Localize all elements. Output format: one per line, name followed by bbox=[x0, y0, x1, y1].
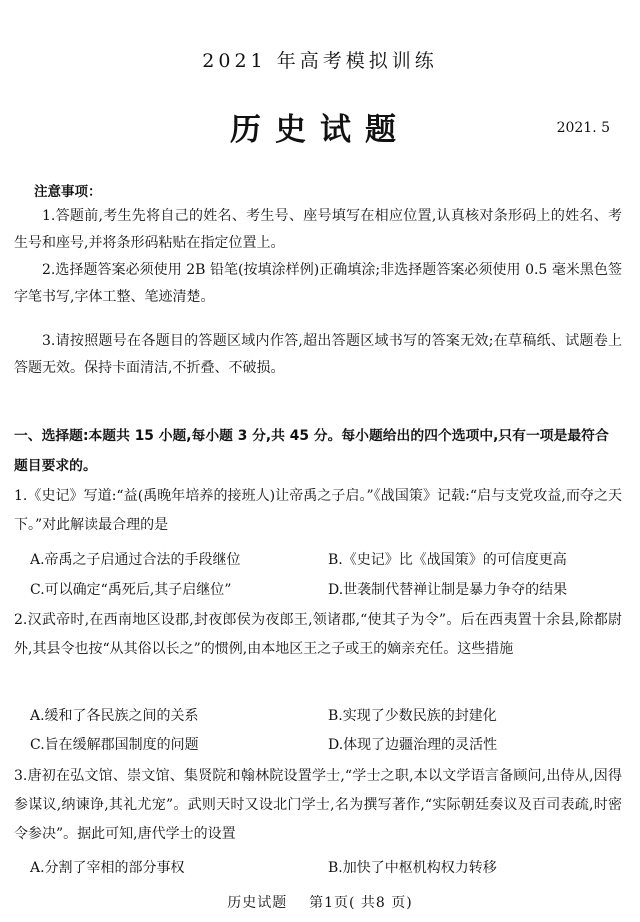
question-2-option-c: C.旨在缓解郡国制度的问题 bbox=[30, 737, 199, 753]
notes-heading: 注意事项： bbox=[34, 184, 102, 200]
question-2-options-row-1 bbox=[30, 702, 622, 730]
question-1-options-row-2 bbox=[30, 576, 622, 604]
question-stem-2: 2.汉武帝时,在西南地区设郡,封夜郎侯为夜郎王,领诸郡,“使其子为令”。后在西夷置十余县,除都尉外,其县令也按“从其俗以长之”的惯例,由本地区王之子或王的嫡亲充任。这些措施 bbox=[14, 612, 622, 657]
question-1-option-a: A.帝禹之子启通过合法的手段继位 bbox=[30, 552, 241, 568]
question-3-option-a: A.分割了宰相的部分事权 bbox=[30, 860, 185, 876]
subject-row bbox=[0, 104, 640, 148]
page-footer: 历史试题 第1页( 共8 页) bbox=[227, 895, 413, 911]
question-2-option-b: B.实现了少数民族的封建化 bbox=[328, 708, 497, 724]
question-3-option-b: B.加快了中枢机构权力转移 bbox=[328, 860, 497, 876]
question-1-option-c: C.可以确定“禹死后,其子启继位” bbox=[30, 582, 232, 598]
question-1-option-b: B.《史记》比《战国策》的可信度更高 bbox=[328, 552, 567, 568]
exam-date: 2021. 5 bbox=[556, 120, 610, 136]
subject-title: 历史试题 bbox=[230, 112, 410, 148]
note-item: 3.请按照题号在各题目的答题区域内作答,超出答题区域书写的答案无效;在草稿纸、试题卷上答题无效。保持卡面清洁,不折叠、不破损。 bbox=[14, 333, 622, 376]
question-2-option-a: A.缓和了各民族之间的关系 bbox=[30, 708, 199, 724]
question-2-option-d: D.体现了边疆治理的灵活性 bbox=[328, 737, 498, 753]
question-2-options-row-2 bbox=[30, 731, 622, 759]
question-1-options-row-1 bbox=[30, 546, 622, 574]
exam-title: 2021 年高考模拟训练 bbox=[202, 50, 438, 72]
question-1-option-d: D.世袭制代替禅让制是暴力争夺的结果 bbox=[328, 582, 568, 598]
question-stem-1: 1.《史记》写道:“益(禹晚年培养的接班人)让帝禹之子启。”《战国策》记载:“启与支党攻益,而夺之天下。”对此解读最合理的是 bbox=[14, 488, 622, 533]
question-3-options-row-1 bbox=[30, 854, 622, 882]
note-item: 2.选择题答案必须使用 2B 铅笔(按填涂样例)正确填涂;非选择题答案必须使用 0.5 毫米黑色签字笔书写,字体工整、笔迹清楚。 bbox=[14, 262, 622, 305]
note-item: 1.答题前,考生先将自己的姓名、考生号、座号填写在相应位置,认真核对条形码上的姓名、考生号和座号,并将条形码粘贴在指定位置上。 bbox=[14, 208, 622, 251]
section-one-heading: 一、选择题:本题共 15 小题,每小题 3 分,共 45 分。每小题给出的四个选项中,只有一项是最符合题目要求的。 bbox=[14, 428, 609, 474]
question-stem-3: 3.唐初在弘文馆、崇文馆、集贤院和翰林院设置学士,“学士之职,本以文学语言备顾问,出侍从,因得参谋议,纳谏诤,其礼尤宠”。武则天时又设北门学士,名为撰写著作,“实际朝廷奏议及百司表疏,时密令参决”。据此可知,唐代学士的设置 bbox=[14, 768, 622, 842]
